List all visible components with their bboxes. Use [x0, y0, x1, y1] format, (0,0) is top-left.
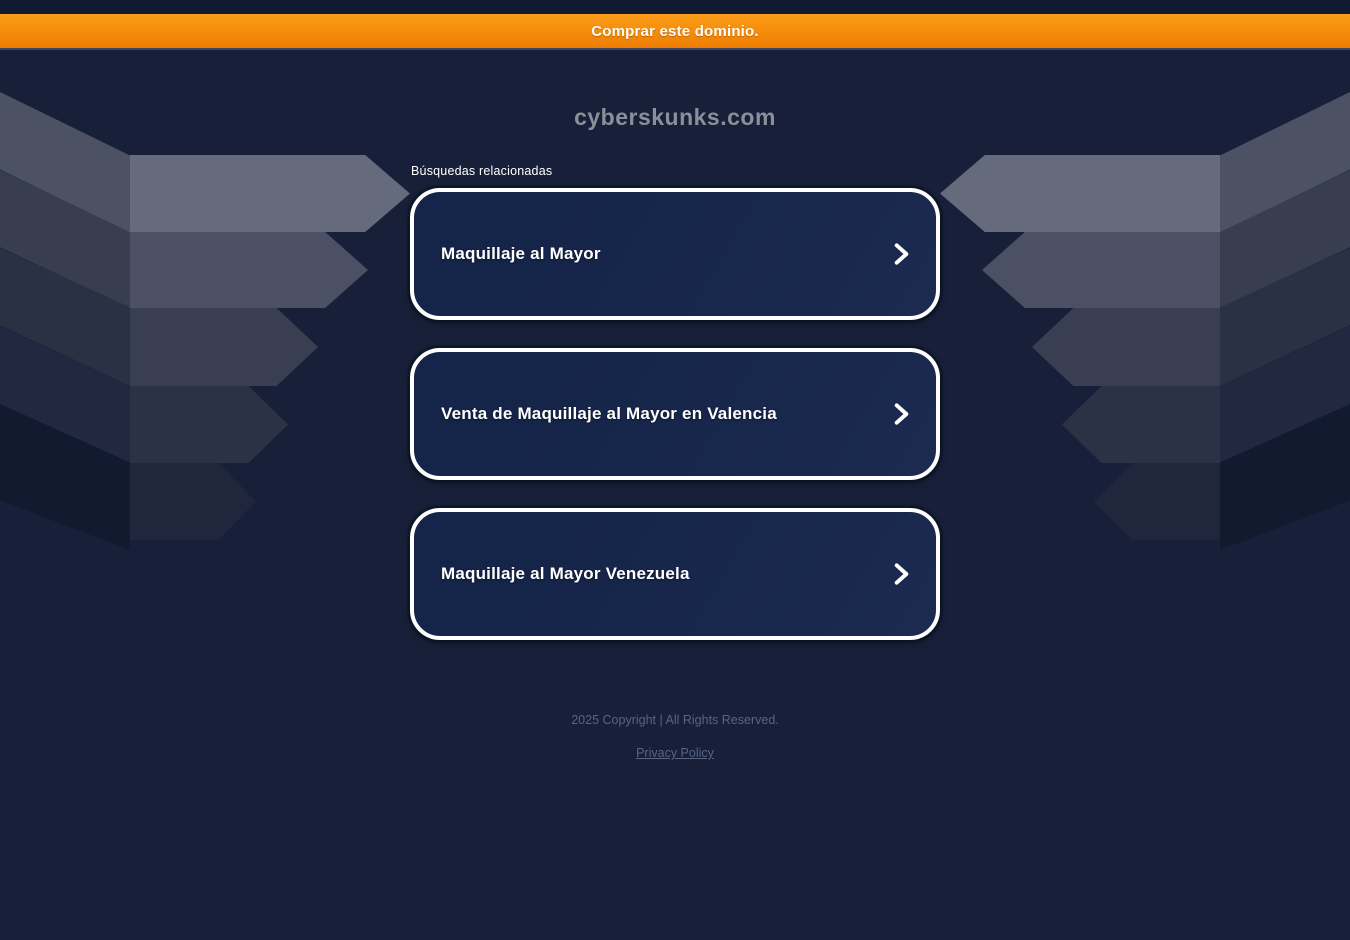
top-header-strip — [0, 0, 1350, 14]
arrow-shape — [1094, 463, 1220, 540]
related-search-link-3[interactable] — [410, 508, 940, 640]
arrow-ramp — [1220, 404, 1350, 550]
chevron-right-icon — [888, 241, 914, 267]
arrow-shape — [130, 463, 256, 540]
chevron-right-icon — [888, 401, 914, 427]
arrow-shape — [130, 232, 368, 308]
buy-domain-banner[interactable] — [0, 14, 1350, 50]
arrow-shape — [130, 386, 288, 463]
related-search-label: Maquillaje al Mayor Venezuela — [441, 564, 690, 583]
related-searches-label: Búsquedas relacionadas — [411, 164, 553, 178]
arrow-ramp — [0, 404, 130, 550]
arrow-ramp — [0, 248, 130, 386]
arrow-ramp — [1220, 248, 1350, 386]
arrow-shape — [1032, 308, 1220, 386]
buy-domain-banner-label: Comprar este dominio. — [591, 22, 759, 40]
arrow-ramp — [1220, 326, 1350, 463]
arrow-shape — [130, 155, 410, 232]
arrow-shape — [1062, 386, 1220, 463]
related-search-link-2[interactable] — [410, 348, 940, 480]
copyright-text: 2025 Copyright | All Rights Reserved. — [571, 713, 779, 727]
arrow-ramp — [1220, 170, 1350, 308]
arrow-ramp — [0, 170, 130, 308]
related-search-link-1[interactable] — [410, 188, 940, 320]
privacy-policy-link[interactable]: Privacy Policy — [636, 746, 714, 760]
domain-name-title: cyberskunks.com — [574, 104, 776, 130]
arrow-ramp — [0, 326, 130, 463]
related-search-label: Venta de Maquillaje al Mayor en Valencia — [441, 404, 777, 423]
chevron-right-icon — [888, 561, 914, 587]
arrow-shape — [940, 155, 1220, 232]
arrow-shape — [982, 232, 1220, 308]
footer-privacy-row — [0, 744, 1350, 762]
arrow-shape — [130, 308, 318, 386]
related-search-label: Maquillaje al Mayor — [441, 244, 601, 263]
